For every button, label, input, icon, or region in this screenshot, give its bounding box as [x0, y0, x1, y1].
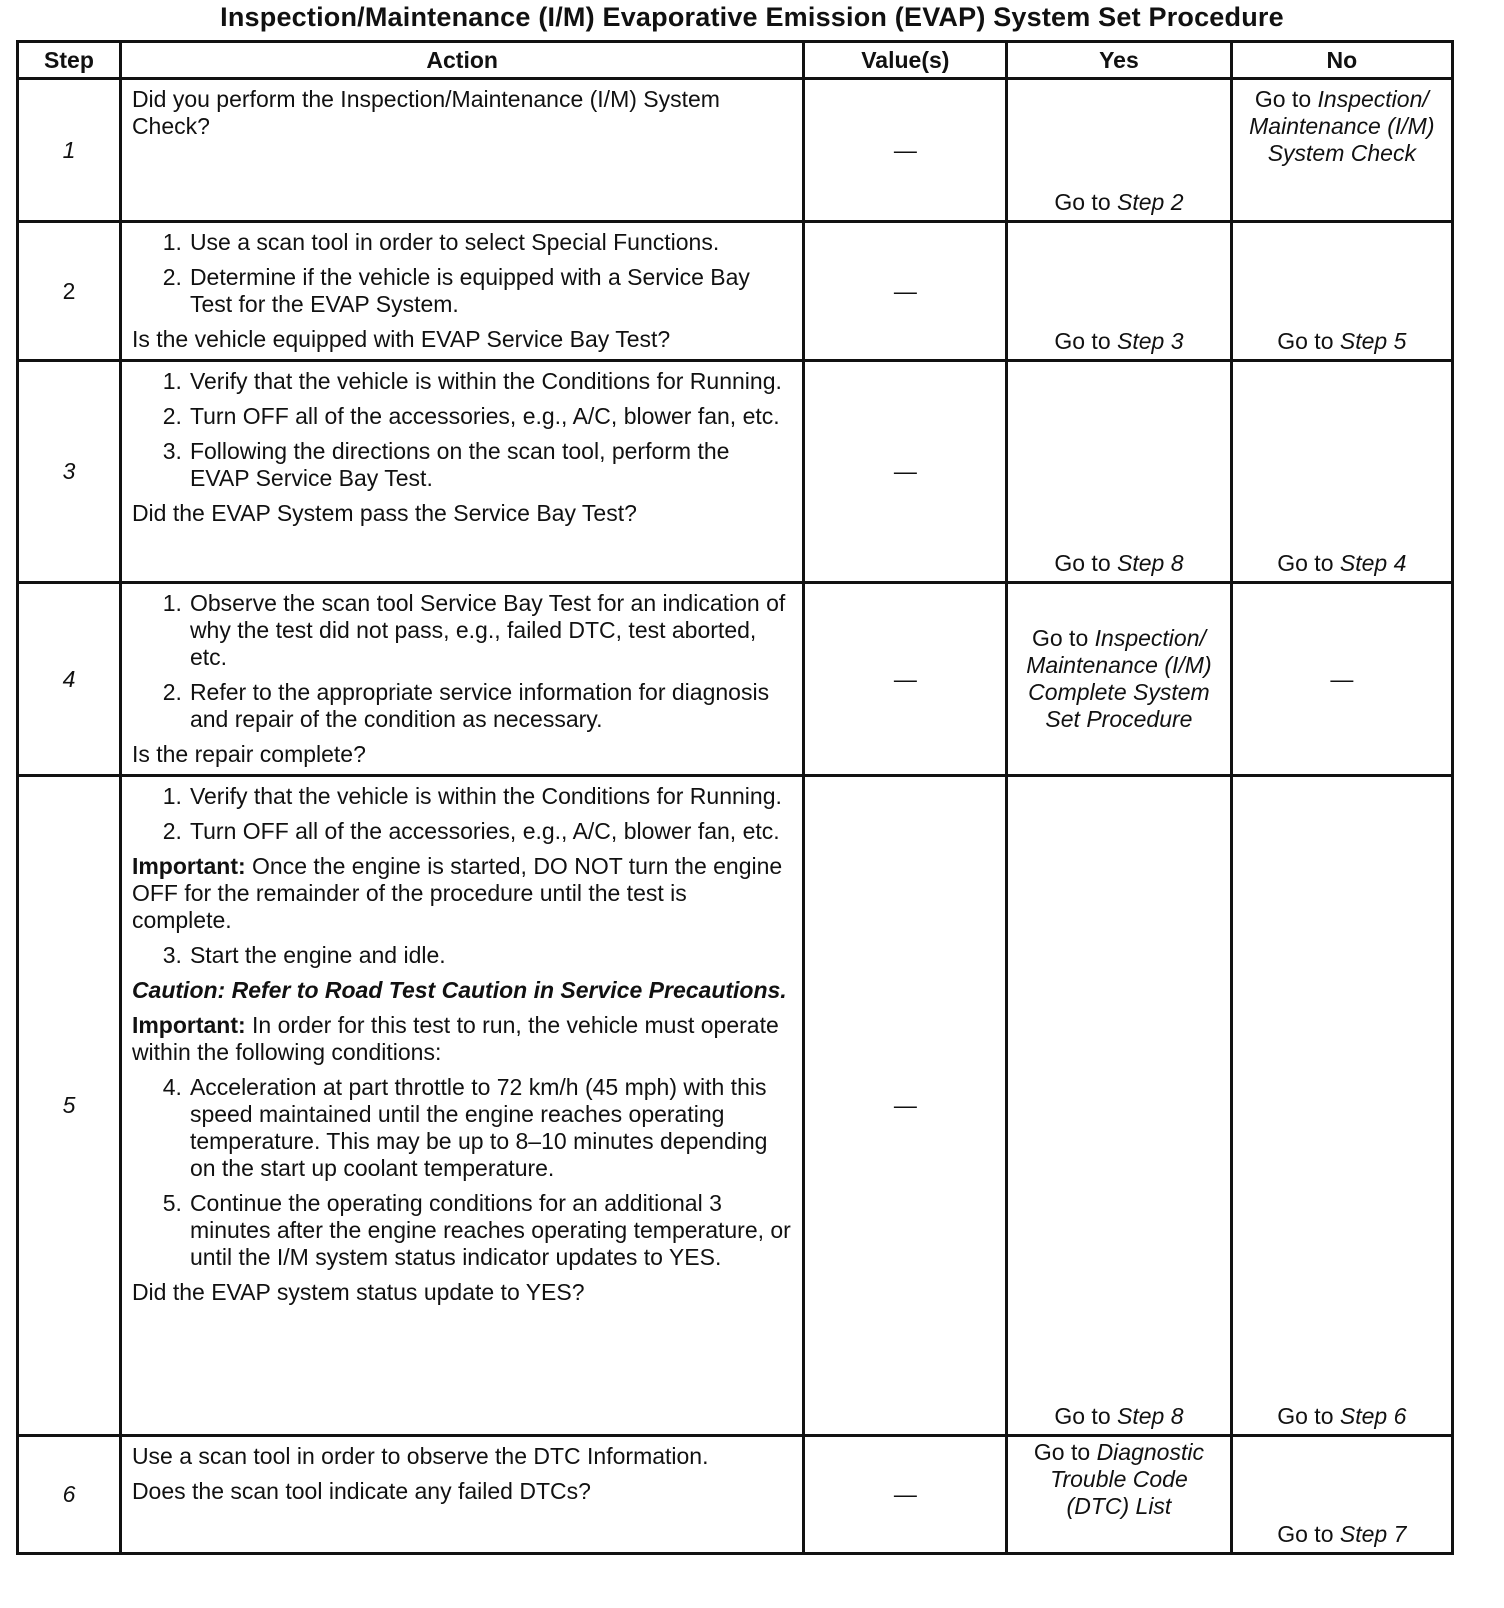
action-cell — [120, 776, 804, 1436]
header-action: Action — [120, 42, 804, 79]
instruction-text: Use a scan tool in order to observe the DTC Information. — [131, 1443, 709, 1469]
list-item: 4. Acceleration at part throttle to 72 km/h (45 mph) with this speed maintained until the engine reaches operating temperature. This may be up to 8–10 minutes depending on the start up coolant temperature. — [162, 1074, 768, 1181]
list-item: 2. Turn OFF all of the accessories, e.g., A/C, blower fan, etc. — [162, 403, 780, 429]
question-text: Is the repair complete? — [131, 741, 366, 767]
action-cell — [120, 222, 804, 361]
yes-cell — [1007, 79, 1231, 222]
yes-cell — [1007, 776, 1231, 1436]
no-link[interactable]: Go to Inspection/ Maintenance (I/M) System Check — [1249, 86, 1435, 166]
value-cell: — — [804, 583, 1007, 776]
table-row — [18, 1436, 1453, 1554]
no-cell — [1231, 776, 1452, 1436]
question-text: Does the scan tool indicate any failed DTCs? — [131, 1478, 591, 1504]
list-item: 1. Use a scan tool in order to select Special Functions. — [162, 229, 720, 255]
procedure-table — [16, 40, 1454, 1555]
list-item: 3. Following the directions on the scan tool, perform the EVAP Service Bay Test. — [162, 438, 730, 491]
list-item: 2. Determine if the vehicle is equipped with a Service Bay Test for the EVAP System. — [162, 264, 750, 317]
list-item: 1. Observe the scan tool Service Bay Test for an indication of why the test did not pass, e.g., failed DTC, test aborted, etc. — [162, 590, 786, 670]
no-cell — [1231, 1436, 1452, 1554]
yes-link[interactable]: Go to Inspection/ Maintenance (I/M) Complete System Set Procedure — [1026, 625, 1212, 732]
no-cell — [1231, 361, 1452, 583]
value-cell: — — [804, 361, 1007, 583]
table-row — [18, 222, 1453, 361]
step-number: 4 — [18, 583, 121, 776]
no-link[interactable]: Go to Step 5 — [1277, 328, 1407, 354]
yes-cell — [1007, 361, 1231, 583]
value-cell: — — [804, 1436, 1007, 1554]
page-title: Inspection/Maintenance (I/M) Evaporative Emission (EVAP) System Set Procedure — [220, 2, 1284, 32]
action-cell — [120, 79, 804, 222]
step-number: 1 — [18, 79, 121, 222]
yes-cell — [1007, 583, 1231, 776]
header-no: No — [1231, 42, 1452, 79]
step-number: 6 — [18, 1436, 121, 1554]
action-cell — [120, 583, 804, 776]
yes-link[interactable]: Go to Step 8 — [1054, 1403, 1184, 1429]
yes-cell — [1007, 222, 1231, 361]
yes-link[interactable]: Go to Diagnostic Trouble Code (DTC) List — [1033, 1439, 1204, 1519]
step-number: 2 — [18, 222, 121, 361]
yes-cell — [1007, 1436, 1231, 1554]
question-text: Is the vehicle equipped with EVAP Service Bay Test? — [131, 326, 671, 352]
yes-link[interactable]: Go to Step 8 — [1054, 550, 1184, 576]
value-cell: — — [804, 222, 1007, 361]
question-text: Did the EVAP system status update to YES? — [131, 1279, 585, 1305]
important-note: Important: In order for this test to run, the vehicle must operate within the following conditions: — [131, 1012, 779, 1065]
action-cell — [120, 361, 804, 583]
step-number: 5 — [18, 776, 121, 1436]
no-cell — [1231, 79, 1452, 222]
no-link[interactable]: Go to Step 6 — [1277, 1403, 1407, 1429]
table-row — [18, 583, 1453, 776]
list-item: 3. Start the engine and idle. — [162, 942, 446, 968]
step-number: 3 — [18, 361, 121, 583]
header-yes: Yes — [1007, 42, 1231, 79]
list-item: 1. Verify that the vehicle is within the Conditions for Running. — [162, 783, 782, 809]
no-link[interactable]: Go to Step 7 — [1277, 1521, 1407, 1547]
value-cell: — — [804, 79, 1007, 222]
list-item: 2. Refer to the appropriate service information for diagnosis and repair of the condition as necessary. — [162, 679, 770, 732]
yes-link[interactable]: Go to Step 3 — [1054, 328, 1184, 354]
header-step: Step — [18, 42, 121, 79]
header-row — [18, 42, 1453, 79]
no-link[interactable]: Go to Step 4 — [1277, 550, 1407, 576]
list-item: 5. Continue the operating conditions for an additional 3 minutes after the engine reaches operating temperature, or until the I/M system status indicator updates to YES. — [162, 1190, 791, 1270]
caution-note: Caution: Refer to Road Test Caution in Service Precautions. — [131, 977, 787, 1003]
question-text: Did the EVAP System pass the Service Bay Test? — [131, 500, 637, 526]
no-cell — [1231, 222, 1452, 361]
list-item: 1. Verify that the vehicle is within the Conditions for Running. — [162, 368, 782, 394]
table-row — [18, 79, 1453, 222]
yes-link[interactable]: Go to Step 2 — [1054, 189, 1184, 215]
action-cell — [120, 1436, 804, 1554]
table-row — [18, 776, 1453, 1436]
value-cell: — — [804, 776, 1007, 1436]
table-row — [18, 361, 1453, 583]
question-text: Did you perform the Inspection/Maintenance (I/M) System Check? — [131, 86, 720, 139]
header-values: Value(s) — [804, 42, 1007, 79]
important-note: Important: Once the engine is started, DO NOT turn the engine OFF for the remainder of the procedure until the test is complete. — [131, 853, 783, 933]
list-item: 2. Turn OFF all of the accessories, e.g., A/C, blower fan, etc. — [162, 818, 780, 844]
no-cell: — — [1231, 583, 1452, 776]
